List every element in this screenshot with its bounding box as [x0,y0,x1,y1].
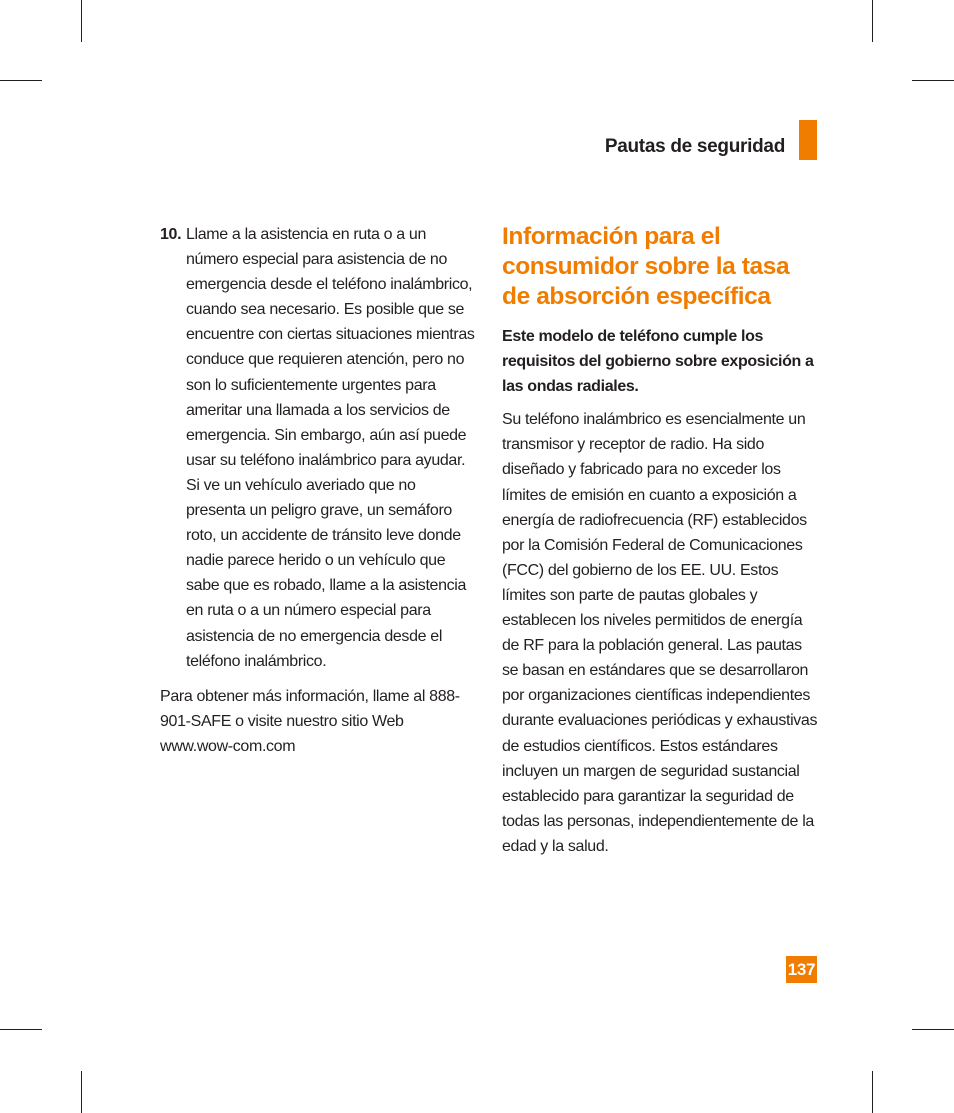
crop-mark [912,80,954,81]
crop-mark [81,0,82,42]
left-column [160,222,475,759]
section-title: Pautas de seguridad [604,136,785,157]
crop-mark [0,80,42,81]
page-number: 137 [786,956,817,983]
section-subheading: Este modelo de teléfono cumple los requisitos del gobierno sobre exposición a las ondas radiales. [502,328,814,396]
section-tab-marker [799,120,817,160]
section-heading: Información para el consumidor sobre la tasa de absorción específica [502,223,790,310]
crop-mark [872,0,873,42]
list-item [160,222,475,674]
list-item-number: 10. [160,226,182,243]
crop-mark [0,1029,42,1030]
list-item-text: Llame a la asistencia en ruta o a un número especial para asistencia de no emergencia desde el teléfono inalámbrico, cuando sea necesario. Es posible que se encuentre con ciertas situaciones mientras conduce que requieren atención, pero no son lo suficientemente urgentes para ameritar una llamada a los servicios de emergencia. Sin embargo, aún así puede usar su teléfono inalámbrico para ayudar. Si ve un vehículo averiado que no presenta un peligro grave, un semáforo roto, un accidente de tránsito leve donde nadie parece herido o un vehículo que sabe que es robado, llame a la asistencia en ruta o a un número especial para asistencia de no emergencia desde el teléfono inalámbrico. [186,226,475,670]
contact-info-paragraph: Para obtener más información, llame al 888-901-SAFE o visite nuestro sitio Web www.wow-com.com [160,687,460,755]
right-column [502,222,820,859]
crop-mark [81,1071,82,1113]
body-paragraph: Su teléfono inalámbrico es esencialmente un transmisor y receptor de radio. Ha sido diseñado y fabricado para no exceder los límites de emisión en cuanto a exposición a energía de radiofrecuencia (RF) establecidos por la Comisión Federal de Comunicaciones (FCC) del gobierno de los EE. UU. Estos límites son parte de pautas globales y establecen los niveles permitidos de energía de RF para la población general. Las pautas se basan en estándares que se desarrollaron por organizaciones científicas independientes durante evaluaciones periódicas y exhaustivas de estudios científicos. Estos estándares incluyen un margen de seguridad sustancial establecido para garantizar la seguridad de todas las personas, independientemente de la edad y la salud. [502,411,818,855]
crop-mark [912,1029,954,1030]
crop-mark [872,1071,873,1113]
